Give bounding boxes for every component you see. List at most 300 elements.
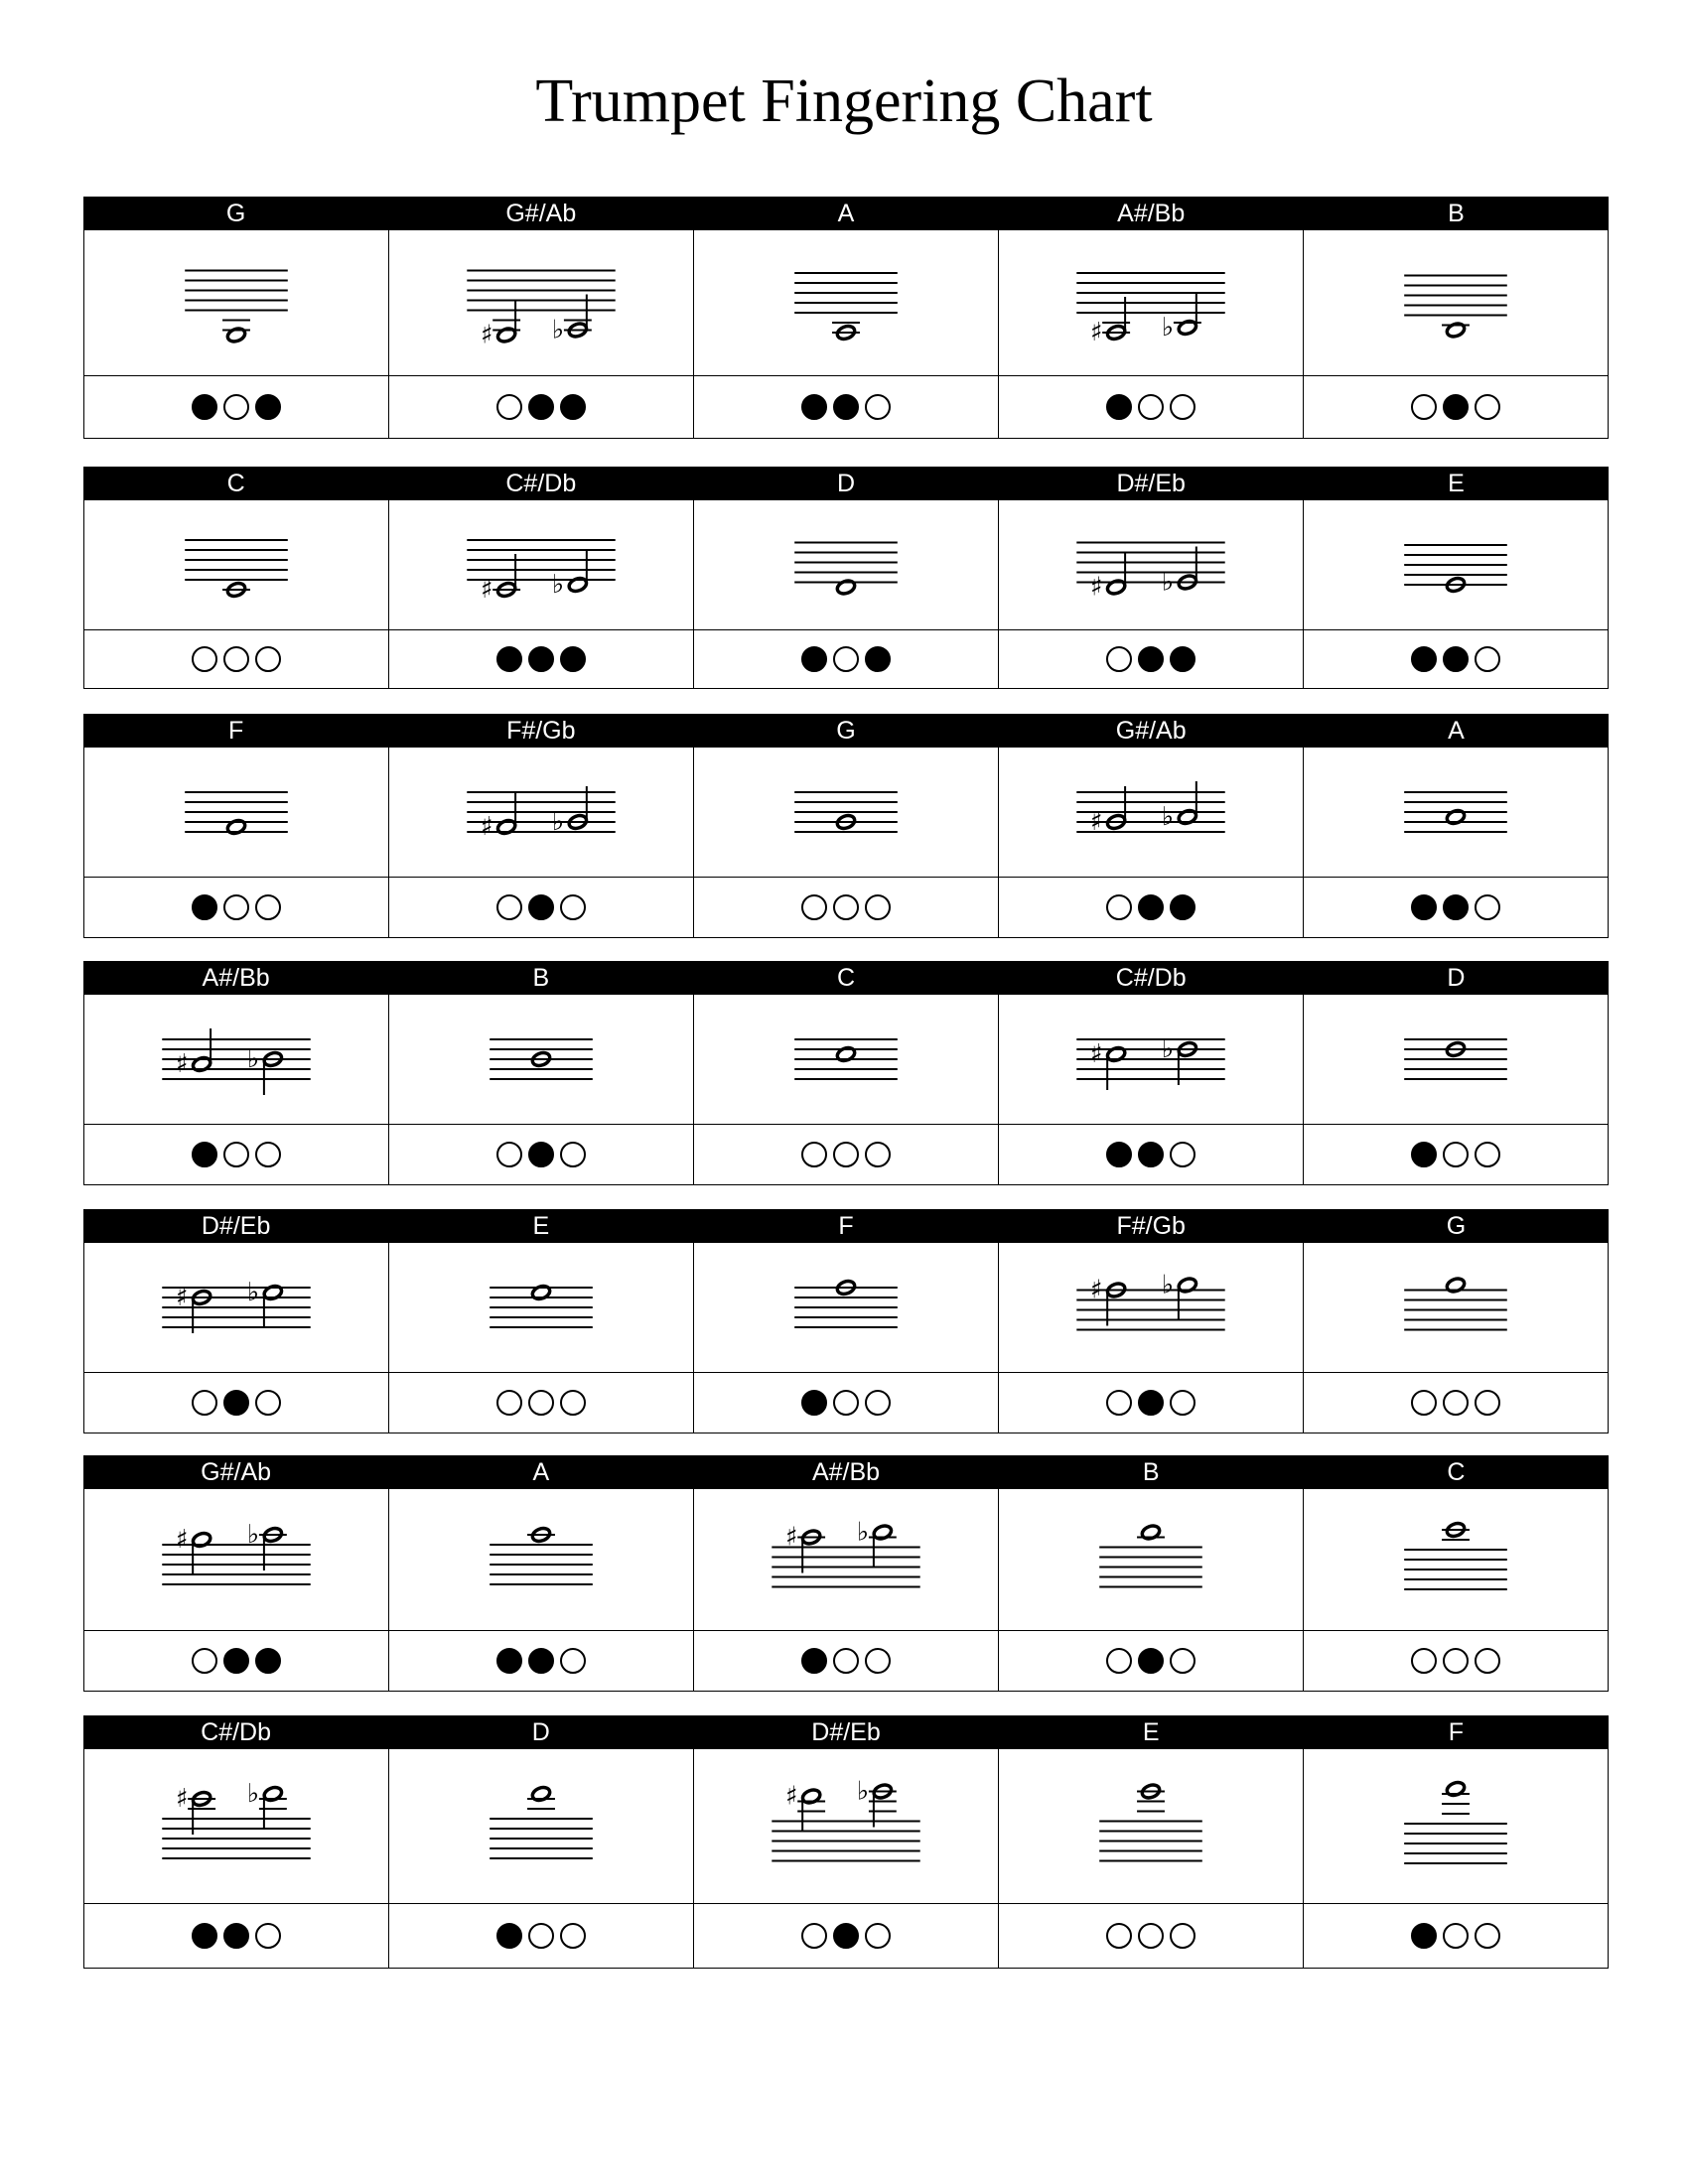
valve-row [84,1373,1608,1433]
sharp-sign: ♯ [1089,1275,1103,1305]
note-head [836,579,857,596]
sharp-sign: ♯ [175,1282,189,1313]
valve-3-pressed-icon [1170,894,1196,920]
valve-fingering [388,1631,693,1691]
note-name: C [226,470,245,497]
valve-1-open-icon [192,1390,217,1416]
valve-3-open-icon [255,1142,281,1167]
valve-3-open-icon [560,894,586,920]
note-head [1177,1277,1197,1294]
valve-1-pressed-icon [496,1923,522,1949]
valve-3-pressed-icon [560,646,586,672]
music-staff [999,748,1303,877]
valve-1-pressed-icon [801,394,827,420]
flat-sign: ♭ [246,1519,260,1551]
staff-row [84,500,1608,630]
note-name: F#/Gb [506,717,576,745]
staff-row [84,748,1608,878]
note-head [1141,1524,1162,1541]
staff-cell [388,500,693,629]
valve-3-pressed-icon [865,646,891,672]
note-name: G [836,717,856,745]
valve-fingering [998,1631,1303,1691]
valve-2-pressed-icon [1443,394,1469,420]
note-head [262,1284,283,1300]
valve-2-open-icon [528,1390,554,1416]
staff-row [84,1749,1608,1904]
music-staff [84,500,388,629]
note-name-header [83,714,1609,748]
valve-3-open-icon [1475,1142,1500,1167]
sharp-sign: ♯ [480,320,493,350]
note-head [1177,319,1197,336]
valve-3-open-icon [560,1142,586,1167]
music-staff [999,1489,1303,1630]
flat-sign: ♭ [856,1517,870,1548]
note-name: C#/Db [201,1718,272,1746]
staff-cell [998,230,1303,375]
valve-fingering [998,630,1303,688]
note-head [567,576,588,593]
valve-2-pressed-icon [1138,1390,1164,1416]
valve-fingering [84,376,388,438]
valve-fingering [388,630,693,688]
music-staff [389,995,693,1124]
music-staff [694,1749,998,1903]
valve-3-open-icon [865,1142,891,1167]
valve-1-open-icon [496,1390,522,1416]
music-staff [1304,748,1608,877]
note-name-header [83,961,1609,995]
music-staff [694,995,998,1124]
music-staff [389,1243,693,1372]
valve-1-pressed-icon [801,1648,827,1674]
valve-3-open-icon [1170,394,1196,420]
valve-2-pressed-icon [1138,894,1164,920]
valve-3-open-icon [1170,1648,1196,1674]
valve-1-open-icon [496,394,522,420]
valve-fingering [693,630,998,688]
valve-1-open-icon [1106,646,1132,672]
valve-2-pressed-icon [528,1142,554,1167]
flat-sign: ♭ [246,1277,260,1308]
note-name: B [1448,200,1465,227]
valve-fingering [1303,1904,1608,1968]
valve-1-open-icon [1106,1923,1132,1949]
sharp-sign: ♯ [784,1781,798,1812]
chart-row [83,197,1609,439]
staff-cell [84,1749,388,1903]
staff-cell [84,748,388,877]
note-name: A [532,1458,550,1486]
valve-fingering [998,376,1303,438]
valve-3-open-icon [255,1923,281,1949]
valve-3-open-icon [865,1390,891,1416]
note-name: A [837,200,855,227]
staff-cell [388,1749,693,1903]
staff-cell [1303,995,1608,1124]
note-head [192,1531,212,1548]
music-staff [389,1749,693,1903]
valve-2-pressed-icon [528,1648,554,1674]
valve-3-open-icon [865,394,891,420]
staff-cell [693,995,998,1124]
music-staff [389,748,693,877]
valve-1-pressed-icon [496,646,522,672]
note-name: A#/Bb [811,1458,881,1486]
note-name-header [83,1715,1609,1749]
note-head [1446,1780,1467,1797]
valve-1-pressed-icon [192,894,217,920]
staff-cell [388,995,693,1124]
valve-3-open-icon [1475,394,1500,420]
staff-cell [998,1243,1303,1372]
valve-2-open-icon [528,1923,554,1949]
valve-fingering [388,878,693,937]
valve-3-pressed-icon [560,394,586,420]
valve-fingering [998,1373,1303,1433]
valve-3-open-icon [1475,894,1500,920]
valve-3-open-icon [865,894,891,920]
flat-sign: ♭ [1161,312,1175,343]
staff-cell [998,748,1303,877]
valve-2-pressed-icon [1443,894,1469,920]
valve-2-pressed-icon [1138,646,1164,672]
valve-fingering [388,1904,693,1968]
sharp-sign: ♯ [480,811,493,843]
valve-fingering [998,878,1303,937]
valve-fingering [388,1373,693,1433]
valve-2-pressed-icon [528,394,554,420]
valve-1-pressed-icon [192,394,217,420]
music-staff [84,1749,388,1903]
staff-cell [84,1243,388,1372]
music-staff [694,748,998,877]
staff-cell [1303,230,1608,375]
note-head [1177,808,1197,825]
music-staff [84,748,388,877]
valve-row [84,376,1608,438]
note-head [1446,808,1467,825]
flat-sign: ♭ [1161,567,1175,598]
note-head [1106,579,1127,596]
note-name: C [836,964,856,992]
valve-fingering [693,1631,998,1691]
note-head [836,1045,857,1062]
music-staff [694,1489,998,1630]
valve-row [84,1631,1608,1691]
valve-1-pressed-icon [801,646,827,672]
valve-1-pressed-icon [1106,394,1132,420]
note-name: E [1142,1718,1160,1746]
note-name: E [532,1212,550,1240]
flat-sign: ♭ [1161,1033,1175,1065]
note-name: D#/Eb [811,1718,881,1746]
valve-fingering [1303,878,1608,937]
valve-2-pressed-icon [223,1648,249,1674]
staff-cell [998,1489,1303,1630]
note-name: G#/Ab [1115,717,1187,745]
valve-3-open-icon [865,1648,891,1674]
sharp-sign: ♯ [1089,806,1103,838]
valve-3-open-icon [1475,1923,1500,1949]
valve-row [84,878,1608,937]
valve-2-pressed-icon [528,646,554,672]
note-head [1446,1277,1467,1294]
flat-sign: ♭ [551,806,565,838]
note-head [531,1284,552,1300]
staff-cell [1303,748,1608,877]
note-head [192,1055,212,1072]
valve-2-pressed-icon [1443,646,1469,672]
note-name: C#/Db [505,470,577,497]
note-name: A#/Bb [1117,200,1186,227]
valve-3-pressed-icon [255,394,281,420]
note-head [496,327,517,343]
note-name: D#/Eb [1116,470,1186,497]
note-name: C [1447,1458,1466,1486]
valve-1-open-icon [1106,1648,1132,1674]
music-staff [84,1489,388,1630]
music-staff [1304,1749,1608,1903]
valve-3-open-icon [560,1390,586,1416]
page-title: Trumpet Fingering Chart [535,68,1153,135]
music-staff [389,500,693,629]
note-name: E [1448,470,1465,497]
valve-1-open-icon [801,1923,827,1949]
row-body [83,1489,1609,1692]
valve-fingering [84,1125,388,1184]
music-staff [1304,1489,1608,1630]
music-staff [694,230,998,375]
flat-sign: ♭ [1161,801,1175,833]
note-name: F#/Gb [1116,1212,1186,1240]
valve-fingering [693,376,998,438]
valve-1-open-icon [496,1142,522,1167]
music-staff [694,1243,998,1372]
valve-1-pressed-icon [801,1390,827,1416]
valve-1-open-icon [1411,1390,1437,1416]
staff-cell [388,748,693,877]
valve-1-pressed-icon [1106,1142,1132,1167]
staff-cell [998,995,1303,1124]
valve-fingering [84,1373,388,1433]
valve-fingering [1303,1631,1608,1691]
staff-cell [388,1243,693,1372]
valve-2-open-icon [223,394,249,420]
chart-row [83,714,1609,938]
staff-cell [1303,1243,1608,1372]
valve-2-open-icon [833,1142,859,1167]
music-staff [694,500,998,629]
music-staff [999,995,1303,1124]
valve-2-open-icon [833,1648,859,1674]
flat-sign: ♭ [246,1043,260,1075]
note-name: D [836,470,856,497]
note-name: A [1448,717,1465,745]
chart-row [83,1715,1609,1969]
valve-1-open-icon [801,894,827,920]
valve-row [84,1904,1608,1968]
valve-2-pressed-icon [833,394,859,420]
staff-cell [693,1243,998,1372]
note-name: D [531,1718,550,1746]
valve-1-pressed-icon [192,1923,217,1949]
valve-3-open-icon [1475,1390,1500,1416]
valve-1-open-icon [1411,394,1437,420]
valve-fingering [693,878,998,937]
chart-row [83,961,1609,1185]
flat-sign: ♭ [551,315,565,345]
valve-fingering [84,1631,388,1691]
note-name-header [83,197,1609,230]
staff-row [84,1243,1608,1373]
staff-cell [693,230,998,375]
valve-3-open-icon [560,1648,586,1674]
valve-fingering [1303,630,1608,688]
valve-fingering [693,1125,998,1184]
valve-2-open-icon [1443,1390,1469,1416]
valve-1-pressed-icon [192,1142,217,1167]
valve-fingering [84,878,388,937]
sharp-sign: ♯ [175,1524,189,1556]
staff-cell [388,230,693,375]
staff-cell [998,1749,1303,1903]
valve-2-open-icon [1443,1648,1469,1674]
row-body [83,1749,1609,1969]
valve-3-open-icon [255,646,281,672]
note-name: D [1447,964,1466,992]
sharp-sign: ♯ [1089,1038,1103,1070]
note-name: D#/Eb [201,1212,271,1240]
note-head [872,1524,893,1541]
row-body [83,230,1609,439]
valve-2-pressed-icon [833,1923,859,1949]
valve-2-open-icon [1443,1142,1469,1167]
valve-2-pressed-icon [1138,1142,1164,1167]
valve-fingering [693,1904,998,1968]
staff-cell [388,1489,693,1630]
staff-cell [84,1489,388,1630]
valve-3-open-icon [1170,1390,1196,1416]
valve-fingering [1303,1125,1608,1184]
valve-3-open-icon [255,894,281,920]
valve-2-open-icon [833,646,859,672]
note-name-header [83,1455,1609,1489]
music-staff [999,230,1303,375]
valve-2-open-icon [223,1142,249,1167]
note-name: B [532,964,550,992]
staff-cell [693,1489,998,1630]
row-body [83,748,1609,938]
staff-cell [1303,1489,1608,1630]
note-name: F [227,717,244,745]
note-name: G#/Ab [201,1458,272,1486]
valve-2-open-icon [833,1390,859,1416]
music-staff [1304,230,1608,375]
valve-3-open-icon [865,1923,891,1949]
valve-2-pressed-icon [528,894,554,920]
valve-1-pressed-icon [1411,1142,1437,1167]
row-body [83,995,1609,1185]
valve-1-pressed-icon [1411,894,1437,920]
valve-3-open-icon [255,1390,281,1416]
staff-cell [1303,500,1608,629]
valve-row [84,1125,1608,1184]
note-name: A#/Bb [202,964,270,992]
note-head [226,818,247,835]
staff-cell [693,500,998,629]
note-head [1106,1045,1127,1062]
music-staff [999,1749,1303,1903]
valve-fingering [84,630,388,688]
valve-3-open-icon [1475,646,1500,672]
valve-row [84,630,1608,688]
valve-2-open-icon [1138,1923,1164,1949]
note-name: G [225,200,246,227]
staff-cell [84,995,388,1124]
staff-cell [84,500,388,629]
valve-3-open-icon [1170,1142,1196,1167]
sharp-sign: ♯ [1089,317,1103,348]
music-staff [84,230,388,375]
valve-1-open-icon [192,646,217,672]
music-staff [389,1489,693,1630]
note-head [262,1785,283,1802]
note-name: F [838,1212,854,1240]
note-name: C#/Db [1115,964,1187,992]
note-head [531,1785,552,1802]
chart-row [83,1455,1609,1692]
staff-cell [84,230,388,375]
chart-row [83,467,1609,689]
staff-cell [998,500,1303,629]
valve-2-open-icon [223,894,249,920]
sharp-sign: ♯ [175,1783,189,1815]
staff-row [84,995,1608,1125]
note-head [226,327,247,343]
music-staff [84,1243,388,1372]
valve-1-pressed-icon [1411,1923,1437,1949]
valve-3-pressed-icon [1170,646,1196,672]
staff-cell [693,748,998,877]
music-staff [1304,1243,1608,1372]
valve-fingering [1303,376,1608,438]
valve-2-pressed-icon [1138,1648,1164,1674]
valve-2-open-icon [223,646,249,672]
valve-2-open-icon [1138,394,1164,420]
note-name: G [1446,1212,1467,1240]
valve-2-open-icon [1443,1923,1469,1949]
sharp-sign: ♯ [175,1048,189,1080]
valve-fingering [388,1125,693,1184]
valve-fingering [1303,1373,1608,1433]
valve-1-pressed-icon [496,1648,522,1674]
valve-2-pressed-icon [223,1390,249,1416]
valve-3-open-icon [1475,1648,1500,1674]
staff-row [84,230,1608,376]
valve-1-open-icon [1106,1390,1132,1416]
flat-sign: ♭ [1161,1270,1175,1300]
sharp-sign: ♯ [1089,572,1103,603]
music-staff [1304,500,1608,629]
row-body [83,1243,1609,1433]
valve-1-pressed-icon [1411,646,1437,672]
music-staff [84,995,388,1124]
note-head [496,818,517,835]
row-body [83,500,1609,689]
valve-fingering [998,1125,1303,1184]
